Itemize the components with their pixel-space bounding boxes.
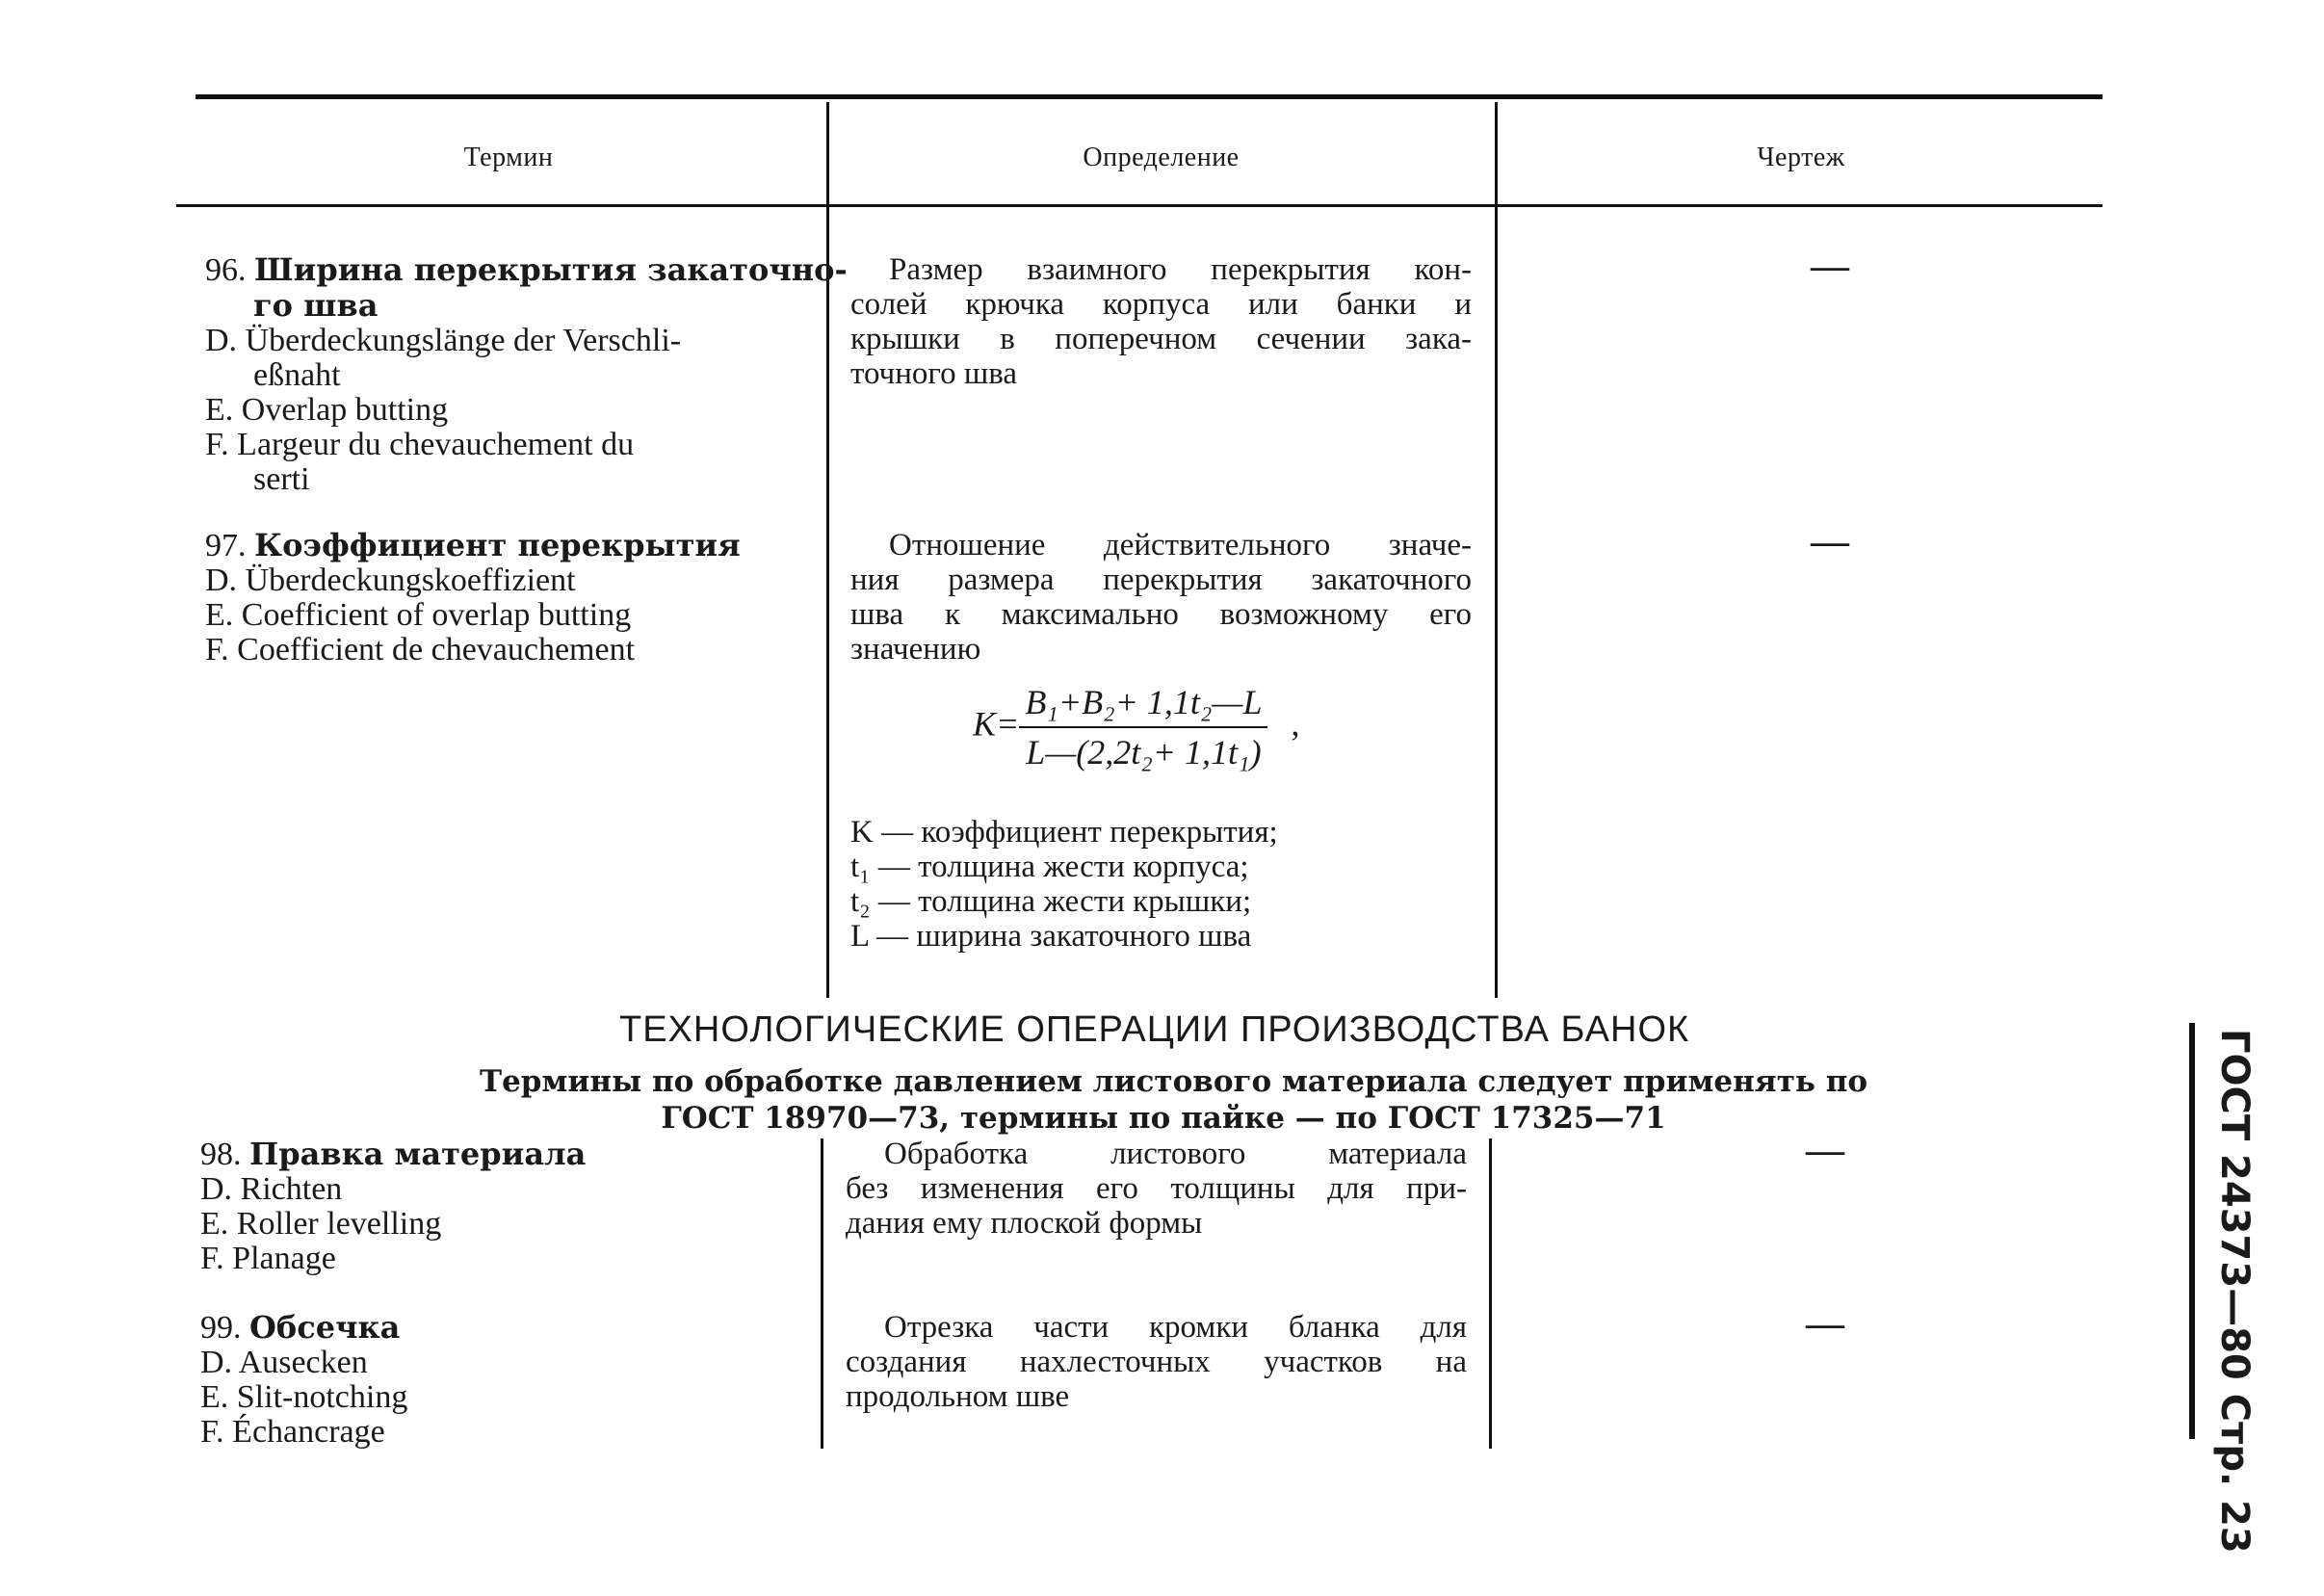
term-title: го шва xyxy=(253,287,379,324)
note-line: ГОСТ 18970—73, термины по пайке — по ГОСТ 17325—71 xyxy=(661,1101,1666,1136)
entry-98-drawing: — xyxy=(1806,1128,1844,1171)
definition-line: солей крючка корпуса или банки и xyxy=(850,287,1472,322)
entry-97-definition xyxy=(850,528,1472,667)
definition-line: без изменения его толщины для при- xyxy=(846,1171,1467,1206)
definition-line: точного шва xyxy=(850,356,1018,391)
entry-97-drawing: — xyxy=(1811,519,1849,563)
margin-bar xyxy=(2189,1023,2195,1439)
term-title: Ширина перекрытия закаточно- xyxy=(254,251,848,288)
legend-line: L — ширина закаточного шва xyxy=(850,919,1252,954)
entry-97-legend xyxy=(850,815,1472,954)
translation-en: E. Roller levelling xyxy=(200,1206,442,1242)
column-divider-2-lower xyxy=(1489,1138,1492,1449)
section-title: ТЕХНОЛОГИЧЕСКИЕ ОПЕРАЦИИ ПРОИЗВОДСТВА БАНОК xyxy=(619,1009,1690,1050)
entry-99-drawing: — xyxy=(1806,1301,1844,1345)
section-note xyxy=(480,1063,1868,1137)
legend-line: t₂ — толщина жести крышки; xyxy=(850,884,1252,919)
formula-denominator: L—(2,2t₂+ 1,1t₁) xyxy=(1026,733,1262,772)
column-divider-2 xyxy=(1495,102,1498,998)
entry-96-definition xyxy=(850,252,1472,391)
entry-98-term xyxy=(200,1137,797,1276)
translation-de: eßnaht xyxy=(253,357,341,393)
entry-number: 99. xyxy=(200,1310,242,1346)
translation-fr: F. Planage xyxy=(200,1241,336,1276)
definition-line: Обработка листового материала xyxy=(884,1137,1467,1171)
column-divider-1 xyxy=(826,102,829,998)
header-drawing: Чертеж xyxy=(1757,143,1845,172)
translation-fr: serti xyxy=(253,461,310,497)
translation-fr: F. Largeur du chevauchement du xyxy=(205,427,635,462)
column-divider-1-lower xyxy=(821,1138,823,1449)
header-definition: Определение xyxy=(1083,143,1240,172)
definition-line: создания нахлесточных участков на xyxy=(846,1345,1467,1379)
entry-96-term xyxy=(205,251,848,497)
translation-de: D. Ausecken xyxy=(200,1345,368,1380)
entry-97-term xyxy=(205,528,802,667)
translation-en: E. Overlap butting xyxy=(205,392,449,428)
term-title: Обсечка xyxy=(249,1309,401,1346)
translation-de: D. Richten xyxy=(200,1171,343,1207)
translation-de: D. Überdeckungslänge der Verschli- xyxy=(205,323,682,358)
definition-line: продольном шве xyxy=(846,1379,1070,1414)
term-title: Правка материала xyxy=(249,1136,587,1172)
definition-line: шва к максимально возможному его xyxy=(850,597,1472,632)
formula-lhs: K= xyxy=(973,704,1020,744)
legend-line: K — коэффициент перекрытия; xyxy=(850,815,1278,850)
definition-line: значению xyxy=(850,632,981,667)
definition-line: ния размера перекрытия закаточного xyxy=(850,563,1472,597)
translation-en: E. Coefficient of overlap butting xyxy=(205,597,632,633)
entry-number: 97. xyxy=(205,528,247,563)
definition-line: крышки в поперечном сечении зака- xyxy=(850,322,1472,356)
translation-fr: F. Coefficient de chevauchement xyxy=(205,632,636,667)
definition-line: Отношение действительного значе- xyxy=(889,528,1472,563)
entry-number: 96. xyxy=(205,252,247,288)
note-line: Термины по обработке давлением листового материала следует применять по xyxy=(480,1064,1868,1099)
table-header-rule xyxy=(176,204,2102,207)
translation-fr: F. Échancrage xyxy=(200,1414,385,1450)
header-term: Термин xyxy=(463,143,554,172)
table-top-rule xyxy=(196,94,2102,99)
entry-99-term xyxy=(200,1310,797,1450)
translation-de: D. Überdeckungskoeffizient xyxy=(205,563,576,598)
term-title: Коэффициент перекрытия xyxy=(254,527,741,563)
formula-trail: , xyxy=(1291,704,1300,744)
legend-line: t₁ — толщина жести корпуса; xyxy=(850,850,1249,884)
entry-96-drawing: — xyxy=(1811,244,1849,287)
entry-99-definition xyxy=(846,1310,1467,1414)
definition-line: дания ему плоской формы xyxy=(846,1206,1203,1241)
formula-numerator: B₁+B₂+ 1,1t₂—L xyxy=(1019,682,1267,728)
translation-en: E. Slit-notching xyxy=(200,1379,408,1415)
entry-97-formula xyxy=(973,682,1299,772)
entry-number: 98. xyxy=(200,1137,242,1172)
definition-line: Отрезка части кромки бланка для xyxy=(884,1310,1467,1345)
entry-98-definition xyxy=(846,1137,1467,1241)
formula-fraction xyxy=(1019,682,1267,772)
definition-line: Размер взаимного перекрытия кон- xyxy=(889,252,1472,287)
margin-gost-page: ГОСТ 24373—80 Стр. 23 xyxy=(2212,1029,2257,1554)
